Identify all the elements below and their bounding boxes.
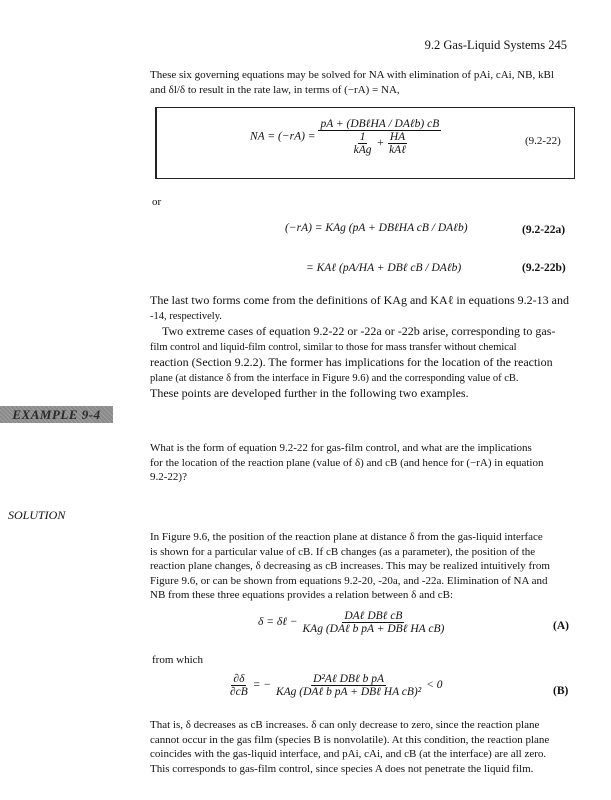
eq-b-num: D²Aℓ DBℓ b pA: [313, 673, 385, 685]
eq-b-lhs-den: ∂cB: [230, 686, 248, 698]
closing-paragraph: [150, 718, 572, 776]
equation-9-2-22b: [306, 262, 461, 274]
den-1-den: kAg: [353, 144, 372, 156]
eq-lhs: NA = (−rA) =: [250, 130, 316, 143]
den-frac-2: [387, 131, 408, 156]
closing-line: This corresponds to gas-film control, since species A does not penetrate the liquid film.: [150, 762, 534, 775]
eq-b-den: KAg (DAℓ b pA + DBℓ HA cB)²: [275, 686, 422, 698]
eq-numerator: pA + (DBℓHA / DAℓb) cB: [320, 118, 440, 130]
closing-line: cannot occur in the gas film (species B is nonvolatile). At this condition, the reaction plane: [150, 733, 550, 746]
question-line: 9.2-22)?: [150, 471, 187, 483]
solution-line: Figure 9.6, or can be shown from equations 9.2-20, -20a, and -22a. Elimination of NA and: [150, 574, 548, 587]
eq-a-den: KAg (DAℓ b pA + DBℓ HA cB): [302, 623, 445, 635]
eq-a-fraction: [301, 610, 447, 635]
eq-b-fraction: [274, 673, 423, 698]
solution-label: SOLUTION: [8, 508, 66, 522]
den-frac-1: [352, 131, 374, 156]
para-line: The last two forms come from the definitions of KAg and KAℓ in equations 9.2-13 and: [150, 293, 569, 307]
para-line: reaction (Section 9.2.2). The former has implications for the location of the reaction: [150, 355, 553, 369]
solution-line: is shown for a particular value of cB. If cB changes (as a parameter), the position of the: [150, 545, 536, 558]
para-line: plane (at distance δ from the interface in Figure 9.6) and the corresponding value of cB.: [150, 372, 519, 384]
solution-line: NB from these three equations provides a relation between δ and cB:: [150, 589, 454, 601]
question-line: for the location of the reaction plane (value of δ) and cB (and hence for (−rA) in equation: [150, 456, 544, 469]
para-line: These points are developed further in the following two examples.: [150, 386, 469, 400]
paragraph-1: [150, 293, 572, 402]
eq-b-equals: = −: [252, 679, 272, 692]
eq-22b-lhs: = KAℓ: [306, 262, 337, 274]
closing-line: coincides with the gas-liquid interface, and pAi, cAi, and cB (at the interface) are all zero.: [150, 748, 547, 760]
solution-line: reaction plane changes, δ decreasing as cB increases. This may be realized intuitively from: [150, 560, 550, 572]
equation-a: [258, 610, 446, 635]
equation-number-22a: (9.2-22a): [522, 224, 566, 236]
den-1-num: 1: [359, 131, 366, 143]
equation-b: [228, 673, 442, 698]
intro-line: and δl/δ to result in the rate law, in terms of (−rA) = NA,: [150, 83, 400, 96]
solution-text: [150, 530, 572, 603]
eq-b-lhs: [228, 673, 250, 698]
para-line: Two extreme cases of equation 9.2-22 or -22a or -22b arise, corresponding to gas-: [162, 324, 556, 338]
equation-label-a: (A): [553, 620, 569, 632]
solution-line: In Figure 9.6, the position of the reaction plane at distance δ from the gas-liquid interface: [150, 531, 543, 543]
eq-b-rhs: < 0: [426, 679, 443, 692]
intro-text: [150, 68, 570, 97]
equation-9-2-22a: [285, 222, 468, 234]
eq-a-lhs: δ = δℓ −: [258, 616, 298, 629]
eq-b-lhs-num: ∂δ: [233, 673, 245, 685]
eq-denominator: $\frac{1}{\text{kAg}}$ + $\frac{HA}{\text{kAℓ}}$: [353, 131, 406, 156]
example-banner: EXAMPLE 9-4: [0, 406, 113, 423]
eq-22b-body: (pA/HA + DBℓ cB / DAℓb): [339, 262, 462, 274]
example-question: [150, 441, 572, 485]
eq-fraction: [318, 118, 441, 156]
from-which: from which: [152, 654, 204, 666]
para-line: -14, respectively.: [150, 310, 222, 322]
den-2-den: kAℓ: [389, 144, 406, 156]
or-label: or: [152, 196, 162, 208]
equation-label-b: (B): [553, 685, 569, 697]
equation-number-22b: (9.2-22b): [522, 262, 566, 274]
running-head: 9.2 Gas-Liquid Systems 245: [424, 38, 567, 52]
eq-22a-lhs: (−rA) = KAg: [285, 222, 346, 234]
equation-9-2-22: [250, 118, 441, 156]
den-2-num: HA: [389, 131, 406, 143]
equation-number: (9.2-22): [525, 135, 561, 147]
intro-line: These six governing equations may be solved for NA with elimination of pAi, cAi, NB, kBl: [150, 69, 554, 81]
question-line: What is the form of equation 9.2-22 for gas-film control, and what are the implications: [150, 442, 532, 454]
closing-line: That is, δ decreases as cB increases. δ can only decrease to zero, since the reaction plane: [150, 719, 540, 731]
eq-a-num: DAℓ DBℓ cB: [344, 610, 403, 622]
para-line: film control and liquid-film control, similar to those for mass transfer without chemical: [150, 341, 517, 353]
eq-22a-body: (pA + DBℓHA cB / DAℓb): [348, 222, 468, 234]
